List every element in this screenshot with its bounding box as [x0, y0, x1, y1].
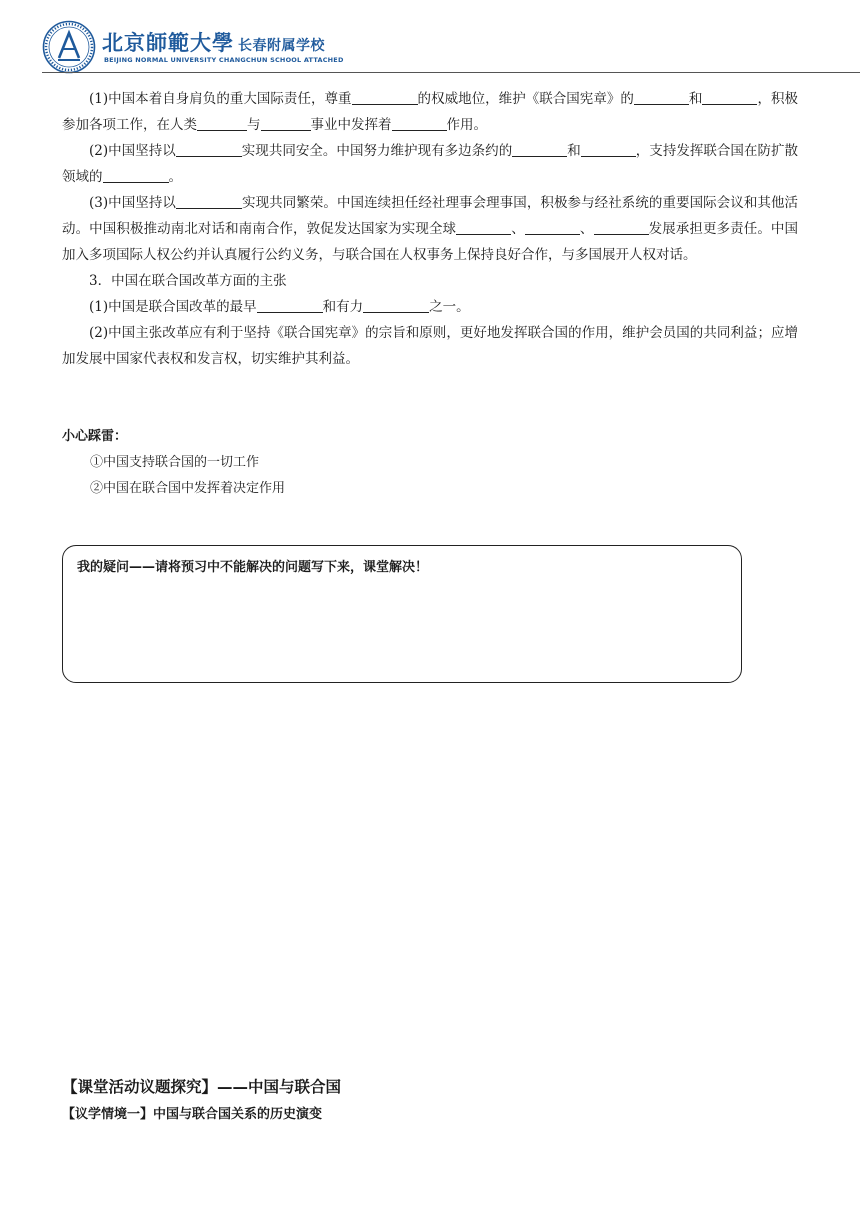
- text: 之一。: [429, 299, 470, 315]
- page-header: [0, 0, 860, 80]
- paragraph-2: [62, 138, 798, 190]
- school-name: [102, 27, 325, 57]
- paragraph-4: [62, 294, 798, 320]
- paragraph-5: (2)中国主张改革应有利于坚持《联合国宪章》的宗旨和原则，更好地发挥联合国的作用，维护会员国的共同利益；应增加发展中国家代表权和发言权，切实维护其利益。: [62, 325, 798, 367]
- text: 。: [168, 169, 182, 185]
- fill-blank[interactable]: [702, 88, 757, 105]
- fill-blank[interactable]: [103, 166, 169, 183]
- paragraph-1: [62, 86, 798, 138]
- section-title: 【课堂活动议题探究】——中国与联合国: [62, 1078, 342, 1096]
- fill-blank[interactable]: [512, 140, 567, 157]
- text: 和: [567, 143, 581, 159]
- text: 实现共同安全。中国努力维护现有多边条约的: [241, 143, 513, 159]
- school-seal-icon: [42, 20, 96, 74]
- section-subtitle: 【议学情境一】中国与联合国关系的历史演变: [62, 1107, 323, 1122]
- text: (1)中国是联合国改革的最早: [89, 299, 257, 315]
- fill-blank[interactable]: [261, 114, 311, 131]
- school-name-en: BEIJING NORMAL UNIVERSITY CHANGCHUN SCHOOL ATTACHED: [104, 56, 344, 64]
- pitfall-section: [62, 424, 285, 502]
- school-name-cn: 北京師範大學: [102, 31, 234, 55]
- text: 和: [688, 91, 703, 107]
- question-box[interactable]: [62, 545, 742, 683]
- text: ，积极参加各项工作，在人类: [62, 91, 799, 133]
- question-box-title: 我的疑问——请将预习中不能解决的问题写下来，课堂解决！: [77, 560, 429, 575]
- text: (2)中国坚持以: [89, 143, 176, 159]
- text: 实现共同繁荣。中国连续担任经社理事会理事国，积极参与经社系统的重要国际会议和其他活动。中国积极推动南北对话和南南合作，敦促发达国家为实现全球: [62, 195, 799, 237]
- fill-blank[interactable]: [257, 296, 323, 313]
- header-divider: [42, 72, 860, 73]
- text: 的权威地位，维护《联合国宪章》的: [417, 91, 634, 107]
- text: 和有力: [322, 299, 364, 315]
- text: 作用。: [446, 117, 487, 133]
- fill-blank[interactable]: [634, 88, 689, 105]
- text: 事业中发挥着: [310, 117, 392, 133]
- fill-blank[interactable]: [456, 218, 511, 235]
- text: 、: [579, 221, 594, 237]
- fill-blank[interactable]: [176, 192, 242, 209]
- text: (1)中国本着自身肩负的重大国际责任，尊重: [89, 91, 352, 107]
- fill-blank[interactable]: [392, 114, 447, 131]
- document-body: [62, 86, 798, 372]
- text: 、: [511, 221, 525, 237]
- fill-blank[interactable]: [176, 140, 242, 157]
- text: 发展承担更多责任。中国加入多项国际人权公约并认真履行公约义务，与联合国在人权事务上保持良好合作，与多国展开人权对话。: [62, 221, 799, 263]
- text: 与: [247, 117, 261, 133]
- pitfall-item: ①中国支持联合国的一切工作: [90, 455, 260, 470]
- fill-blank[interactable]: [363, 296, 429, 313]
- fill-blank[interactable]: [525, 218, 580, 235]
- paragraph-3: [62, 190, 798, 268]
- fill-blank[interactable]: [197, 114, 247, 131]
- fill-blank[interactable]: [352, 88, 418, 105]
- fill-blank[interactable]: [594, 218, 649, 235]
- heading-3: 3．中国在联合国改革方面的主张: [89, 273, 287, 289]
- pitfall-title: 小心踩雷：: [62, 429, 128, 444]
- fill-blank[interactable]: [581, 140, 636, 157]
- pitfall-item: ②中国在联合国中发挥着决定作用: [90, 481, 286, 496]
- text: (3)中国坚持以: [89, 195, 176, 211]
- school-name-sub: 长春附属学校: [238, 38, 325, 54]
- text: ，支持发挥联合国在防扩散领域的: [62, 143, 799, 185]
